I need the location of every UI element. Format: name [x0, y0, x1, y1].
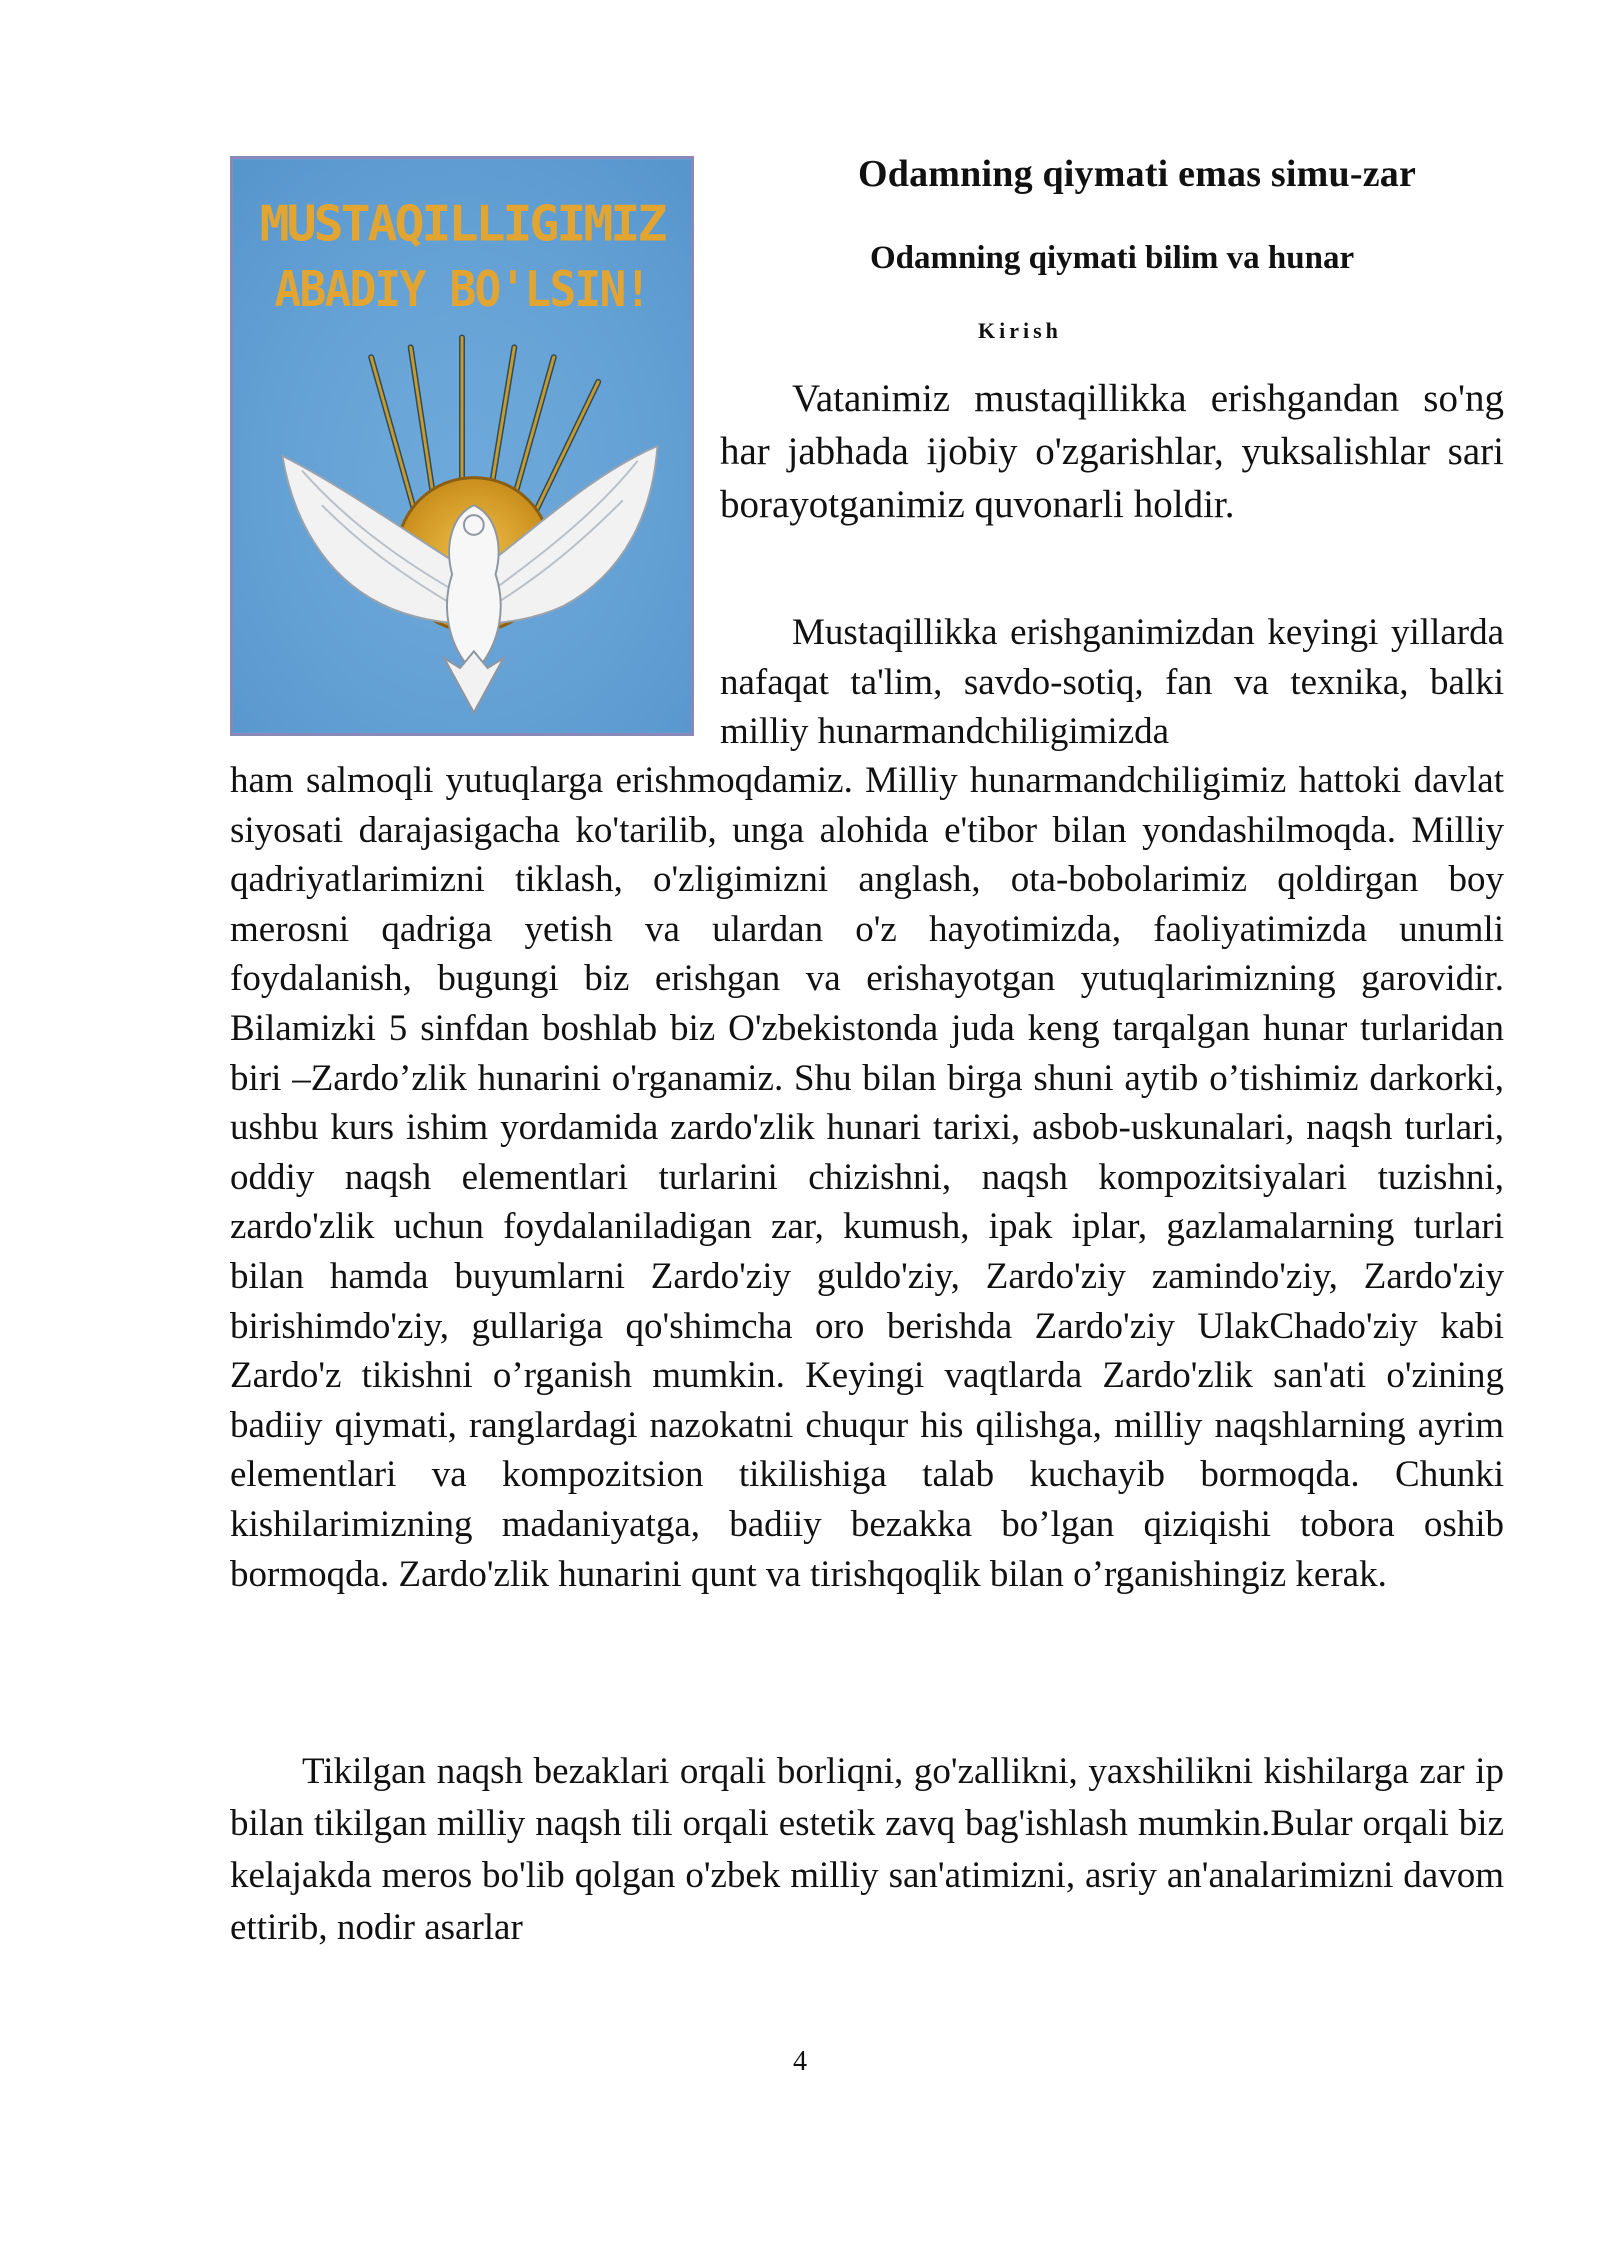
document-title: Odamning qiymati emas simu-zar	[858, 153, 1417, 195]
independence-poster-image	[230, 156, 694, 736]
poster-slogan-line1: MUSTAQILLIGIMIZ	[259, 194, 666, 253]
poster-illustration	[233, 159, 691, 733]
paragraph-embroidery: Tikilgan naqsh bezaklari orqali borliqni, go'zallikni, yaxshilikni kishilarga zar ip bilan tikilgan milliy naqsh tili orqali estetik zavq bag'ishlash mumkin.Bular orqali biz kelajakda meros bo'lib qolgan o'zbek milliy san'atimizni, asriy an'analarimizni davom ettirib, nodir asarlar	[230, 1751, 1504, 1948]
page-number: 4	[793, 2046, 807, 2077]
poster-slogan-line2: ABADIY BO'LSIN!	[274, 259, 650, 318]
paragraph-achievements-continued: ham salmoqli yutuqlarga erishmoqdamiz. Milliy hunarmandchiligimiz hattoki davlat siyosati darajasigacha ko'tarilib, unga alohida e'tibor bilan yondashilmoqda. Milliy qadriyatlarimizni tiklash, o'zligimizni anglash, ota-bobolarimiz qoldirgan boy merosni qadriga yetish va ulardan o'z hayotimizda, faoliyatimizda unumli foydalanish, bugungi biz erishgan va erishayotgan yutuqlarimizning garovidir. Bilamizki 5 sinfdan boshlab biz O'zbekistonda juda keng tarqalgan hunar turlaridan biri –Zardo’zlik hunarini o'rganamiz. Shu bilan birga shuni aytib o’tishimiz darkorki, ushbu kurs ishim yordamida zardo'zlik hunari tarixi, asbob-uskunalari, naqsh turlari, oddiy naqsh elementlari turlarini chizishni, naqsh kompozitsiyalari tuzishni, zardo'zlik uchun foydalaniladigan zar, kumush, ipak iplar, gazlamalarning turlari bilan hamda buyumlarni Zardo'ziy guldo'ziy, Zardo'ziy zamindo'ziy, Zardo'ziy birishimdo'ziy, gullariga qo'shimcha oro berishda Zardo'ziy UlakChado'ziy kabi Zardo'z tikishni o’rganish mumkin. Keyingi vaqtlarda Zardo'zlik san'ati o'zining badiiy qiymati, ranglardagi nazokatni chuqur his qilishga, milliy naqshlarning ayrim elementlari va kompozitsion tikilishiga talab kuchayib bormoqda. Chunki kishilarimizning madaniyatga, badiiy bezakka bo’lgan qiziqishi tobora oshib bormoqda. Zardo'zlik hunarini qunt va tirishqoqlik bilan o’rganishingiz kerak.	[230, 760, 1504, 1595]
document-subtitle: Odamning qiymati bilim va hunar	[870, 240, 1355, 276]
paragraph-intro: Vatanimiz mustaqillikka erishgandan so'ng har jabhada ijobiy o'zgarishlar, yuksalishlar sari borayotganimiz quvonarli holdir.	[720, 377, 1504, 526]
paragraph-achievements-start: Mustaqillikka erishganimizdan keyingi yillarda nafaqat ta'lim, savdo-sotiq, fan va texnika, balki milliy hunarmandchiligimizda	[720, 612, 1504, 753]
section-heading: Kirish	[978, 318, 1062, 343]
